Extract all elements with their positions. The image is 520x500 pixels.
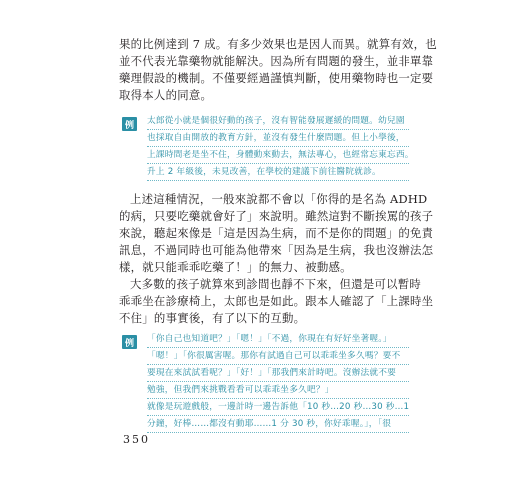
text-line: 藥理假設的機制。不僅要經過謹慎判斷，使用藥物時也一定要: [119, 71, 434, 85]
text-line: 上述這種情況，一般來說都不會以「你得的是名為 ADHD: [130, 192, 428, 206]
example-line: 勉強，但我們來挑戰看看可以乖乖坐多久吧？」: [147, 385, 334, 395]
example-line: 分鐘，好棒……都沒有動耶……1 分 30 秒，你好乖喔。」，「很: [147, 419, 392, 429]
example-line: 也採取自由開放的教育方針，並沒有發生什麼問題。但上小學後，: [147, 133, 405, 143]
example-line: 升上 2 年級後，未見改善，在學校的建議下前往醫院就診。: [147, 167, 381, 177]
dotted-rule: [147, 432, 409, 433]
example-line: 太郎從小就是個很好動的孩子，沒有智能發展遲緩的問題。幼兒園: [147, 116, 405, 126]
page-number: 350: [123, 433, 150, 446]
dotted-rule: [147, 180, 409, 181]
dotted-rule: [147, 364, 409, 365]
text-line: 並不代表光靠藥物就能解決。因為所有問題的發生，並非單靠: [119, 54, 434, 68]
text-line: 來說，聽起來像是「這是因為生病，而不是你的問題」的免責: [119, 226, 434, 240]
text-line: 訊息，不過同時也可能為他帶來「因為是生病，我也沒辦法怎: [119, 243, 434, 257]
text-line: 大多數的孩子就算來到診間也靜不下來，但還是可以暫時: [130, 277, 422, 291]
text-line: 乖乖坐在診療椅上，太郎也是如此。跟本人確認了「上課時坐: [119, 294, 434, 308]
dotted-rule: [147, 381, 409, 382]
text-line: 不住」的事實後，有了以下的互動。: [119, 311, 306, 325]
text-line: 果的比例達到 7 成。有多少效果也是因人而異。就算有效，也: [119, 37, 437, 51]
text-line: 的病，只要吃藥就會好了」來說明。雖然這對不斷挨罵的孩子: [119, 209, 434, 223]
dotted-rule: [147, 415, 409, 416]
dotted-rule: [147, 398, 409, 399]
example-line: 「嗯！」「你很厲害喔。那你有試過自己可以乖乖坐多久嗎？要不: [147, 351, 401, 361]
dotted-rule: [147, 163, 409, 164]
dotted-rule: [147, 129, 409, 130]
example-line: 就像是玩遊戲般，一邊計時一邊告訴他「10 秒…20 秒…30 秒…1: [147, 402, 410, 412]
text-line: 樣，就只能乖乖吃藥了！」的無力、被動感。: [119, 260, 352, 274]
text-line: 取得本人的同意。: [119, 88, 213, 102]
example-line: 「你自己也知道吧？」「嗯！」「不過，你現在有好好坐著喔。」: [147, 334, 392, 344]
example-line: 要現在來試試看呢？」「好！」「那我們來計時吧。沒辦法就不要: [147, 368, 397, 378]
example-badge: 例: [122, 117, 137, 131]
dotted-rule: [147, 347, 409, 348]
example-line: 上課時間老是坐不住，身體動來動去，無法專心，也經常忘東忘西。: [147, 150, 414, 160]
dotted-rule: [147, 146, 409, 147]
example-badge: 例: [122, 335, 137, 349]
